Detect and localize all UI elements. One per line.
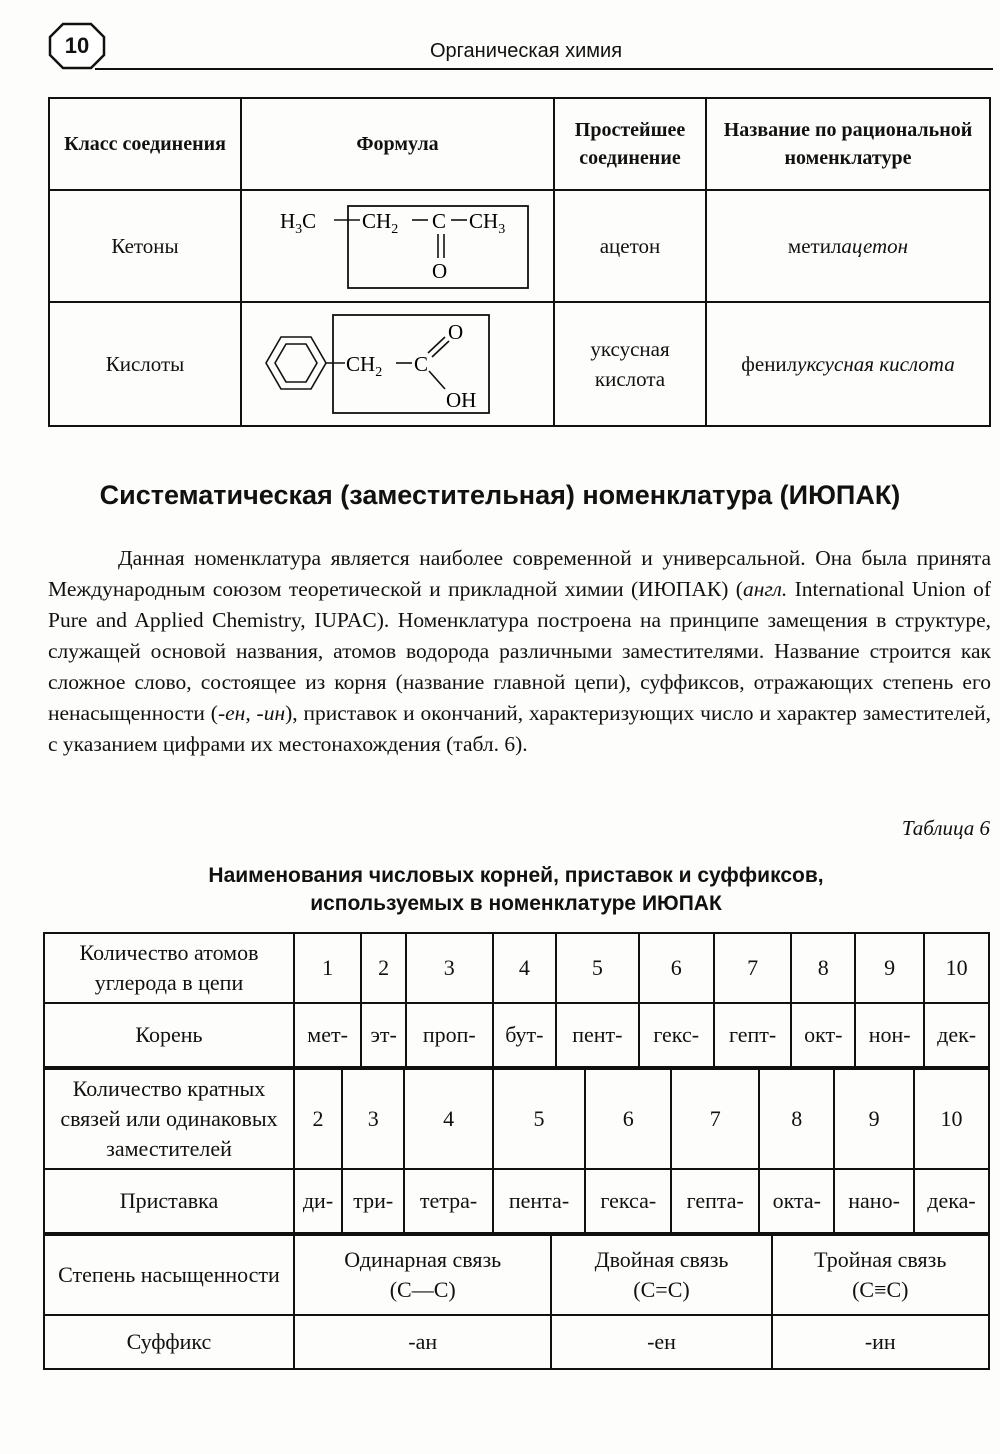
multiple-count: 9: [834, 1069, 914, 1169]
prefix-cell: тетра-: [404, 1169, 492, 1233]
name-root: уксусная кислота: [797, 352, 955, 376]
paragraph-text: International Union of Pure and Applied Chemistry, IUPAC). Номенклатура построена на принципе замещения в структуре, служащей основой названия, атомов водорода различными заместителями. Название строится как сложное слово, состоящее из корня (название главной цепи), суффиксов, отражающих степень его ненасыщенности (: [48, 577, 991, 725]
col-header-name: Название по рациональной номенклатуре: [706, 98, 990, 190]
simplest-cell: уксусная кислота: [554, 302, 706, 426]
multiple-count: 5: [493, 1069, 586, 1169]
name-prefix: метил: [787, 234, 842, 258]
row-header: Корень: [44, 1003, 294, 1067]
carbon-count: 9: [855, 933, 924, 1003]
name-root: ацетон: [841, 234, 909, 258]
root-cell: дек-: [924, 1003, 989, 1067]
roots-table: [43, 932, 990, 1068]
formula-cell: [241, 302, 554, 426]
row-header: Приставка: [44, 1169, 294, 1233]
header-divider: [95, 68, 993, 70]
row-header: Суффикс: [44, 1315, 294, 1369]
table-title-line: используемых в номенклатуре ИЮПАК: [310, 892, 722, 915]
bond-type-cell: [551, 1235, 771, 1315]
multiple-count: 2: [294, 1069, 342, 1169]
root-cell: эт-: [361, 1003, 406, 1067]
multiple-count: 6: [585, 1069, 671, 1169]
root-cell: бут-: [493, 1003, 557, 1067]
name-prefix: фенил: [741, 352, 798, 376]
prefix-cell: гекса-: [585, 1169, 671, 1233]
carbon-count: 1: [294, 933, 361, 1003]
formula-ch2: $CH_2$: [345, 352, 382, 380]
multiple-count: 10: [914, 1069, 989, 1169]
table-row: [44, 1315, 989, 1369]
suffix-cell: -ен: [551, 1315, 771, 1369]
root-cell: гепт-: [714, 1003, 792, 1067]
prefix-cell: гепта-: [671, 1169, 759, 1233]
root-cell: проп-: [406, 1003, 493, 1067]
rational-name-cell: [706, 190, 990, 302]
table-number: Таблица 6: [901, 816, 990, 840]
root-cell: окт-: [791, 1003, 855, 1067]
running-title: Органическая химия: [430, 40, 623, 62]
phenylacetic-acid-formula: [248, 309, 548, 419]
root-cell: пент-: [556, 1003, 638, 1067]
paragraph-abbrev: англ.: [742, 577, 788, 601]
carbon-count: 2: [361, 933, 406, 1003]
prefix-cell: ди-: [294, 1169, 342, 1233]
prefix-cell: три-: [342, 1169, 404, 1233]
table-title: [0, 862, 1000, 918]
row-header: Количество кратных связей или одинаковых заместителей: [44, 1069, 294, 1169]
suffixes-table: [43, 1234, 990, 1370]
suffix-cell: -ан: [294, 1315, 551, 1369]
class-cell: Кислоты: [49, 302, 241, 426]
page-number: 10: [64, 33, 90, 58]
paragraph-text: Данная номенклатура является наиболее современной и универсальной. Она была принята Международным союзом теоретической и прикладной химии (ИЮПАК) (: [48, 546, 991, 601]
prefix-cell: пента-: [493, 1169, 586, 1233]
carbon-count: 4: [493, 933, 557, 1003]
prefixes-table: [43, 1068, 990, 1234]
col-header-class: Класс соединения: [49, 98, 241, 190]
root-cell: мет-: [294, 1003, 361, 1067]
prefix-cell: дека-: [914, 1169, 989, 1233]
multiple-count: 4: [404, 1069, 492, 1169]
benzene-ring-icon: [266, 337, 326, 389]
row-header: Количество атомов углерода в цепи: [44, 933, 294, 1003]
suffix-cell: -ин: [772, 1315, 989, 1369]
rational-name-cell: [706, 302, 990, 426]
table-row: [44, 1169, 989, 1233]
table-row: [44, 1235, 989, 1315]
bond-formula: (C≡C): [852, 1277, 909, 1302]
prefix-cell: нано-: [834, 1169, 914, 1233]
formula-carboxyl-c: C: [413, 352, 428, 376]
row-header: Степень насыщенности: [44, 1235, 294, 1315]
carbon-count: 7: [714, 933, 792, 1003]
body-paragraph: [48, 543, 991, 760]
page-number-badge: [48, 22, 106, 70]
carbon-count: 10: [924, 933, 989, 1003]
table-row: [49, 302, 990, 426]
table-header-row: [49, 98, 990, 190]
table-row: [49, 190, 990, 302]
table-row: [44, 1003, 989, 1067]
paragraph-suffixes: -ен, -ин: [217, 701, 286, 725]
section-title: Систематическая (заместительная) номенклатура (ИЮПАК): [99, 480, 901, 510]
carbon-count: 8: [791, 933, 855, 1003]
col-header-simplest: Простейшее соединение: [554, 98, 706, 190]
multiple-count: 8: [759, 1069, 834, 1169]
prefix-cell: окта-: [759, 1169, 834, 1233]
formula-oxygen: O: [447, 320, 463, 344]
bond-formula: (C—C): [389, 1277, 456, 1302]
multiple-count: 7: [671, 1069, 759, 1169]
formula-cell: [241, 190, 554, 302]
col-header-formula: Формула: [241, 98, 554, 190]
table-title-line: Наименования числовых корней, приставок и суффиксов,: [208, 864, 824, 887]
nomenclature-classes-table: [48, 97, 991, 427]
bond-name: Двойная связь: [594, 1247, 729, 1272]
table-row: [44, 933, 989, 1003]
carbon-count: 3: [406, 933, 493, 1003]
table-row: [44, 1069, 989, 1169]
bond-type-cell: [294, 1235, 551, 1315]
bond-name: Одинарная связь: [344, 1247, 502, 1272]
carbon-count: 5: [556, 933, 638, 1003]
multiple-count: 3: [342, 1069, 404, 1169]
carbon-count: 6: [639, 933, 714, 1003]
formula-ch3-left: $H_3C$: [279, 209, 316, 237]
root-cell: нон-: [855, 1003, 924, 1067]
formula-ch3-right: $CH_3$: [468, 209, 505, 237]
bond-name: Тройная связь: [814, 1247, 947, 1272]
formula-oxygen: O: [431, 259, 447, 283]
ketone-structural-formula: [248, 196, 548, 296]
root-cell: гекс-: [639, 1003, 714, 1067]
formula-carbonyl-c: C: [431, 209, 446, 233]
simplest-cell: ацетон: [554, 190, 706, 302]
paragraph-text: ), приставок и окончаний, характеризующих число и характер заместителей, с указанием цифрами их местонахождения (табл. 6).: [48, 701, 991, 756]
formula-hydroxyl: OH: [445, 388, 476, 412]
class-cell: Кетоны: [49, 190, 241, 302]
bond-formula: (C=C): [633, 1277, 690, 1302]
formula-ch2: $CH_2$: [361, 209, 398, 237]
bond-type-cell: [772, 1235, 989, 1315]
